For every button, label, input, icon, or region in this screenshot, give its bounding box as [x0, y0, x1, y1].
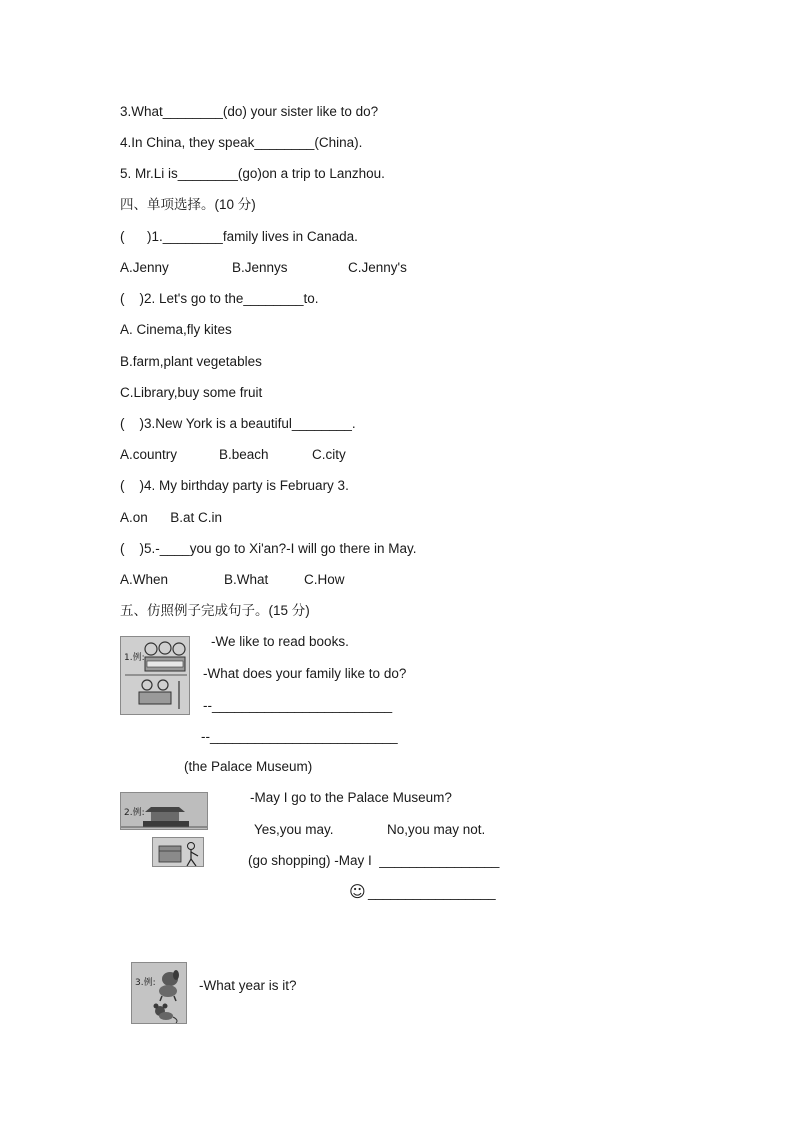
example-1-blank-1[interactable]: --________________________	[203, 698, 393, 713]
choice-2-option-a: A. Cinema,fly kites	[120, 322, 232, 337]
palace-museum-drawing	[121, 793, 208, 830]
example-2-no-answer: No,you may not.	[387, 822, 486, 837]
choice-2-option-b: B.farm,plant vegetables	[120, 354, 262, 369]
example-2-prompt[interactable]: (go shopping) -May I ________________	[248, 853, 500, 868]
section-5-heading: 五、仿照例子完成句子。(15 分)	[120, 603, 310, 618]
choice-5-option-c: C.How	[304, 572, 345, 587]
example-3-question: -What year is it?	[199, 978, 297, 993]
choice-question-4: ( )4. My birthday party is February 3.	[120, 478, 349, 493]
palace-museum-picture	[120, 792, 208, 830]
shopping-picture	[152, 837, 204, 867]
question-5-fill: 5. Mr.Li is________(go)on a trip to Lanzhou.	[120, 166, 385, 181]
example-3-caption: 3.例:	[135, 978, 156, 988]
question-4-fill: 4.In China, they speak________(China).	[120, 135, 363, 150]
example-2-smiley-blank[interactable]: _________________	[368, 885, 496, 900]
choice-question-1: ( )1.________family lives in Canada.	[120, 229, 358, 244]
question-3-fill: 3.What________(do) your sister like to do?	[120, 104, 379, 119]
choice-3-option-b: B.beach	[219, 447, 269, 462]
choice-5-option-a: A.When	[120, 572, 169, 587]
choice-3-option-c: C.city	[312, 447, 346, 462]
smiley-face-icon: ☺	[349, 882, 366, 901]
choice-question-3: ( )3.New York is a beautiful________.	[120, 416, 356, 431]
choice-1-option-a: A.Jenny	[120, 260, 169, 275]
choice-question-2: ( )2. Let's go to the________to.	[120, 291, 319, 306]
dog-mouse-drawing	[132, 963, 187, 1024]
choice-2-option-c: C.Library,buy some fruit	[120, 385, 263, 400]
example-1-blank-2[interactable]: --_________________________	[201, 729, 398, 744]
palace-museum-hint: (the Palace Museum)	[184, 759, 313, 774]
family-reading-picture	[120, 636, 190, 715]
example-1-question: -What does your family like to do?	[203, 666, 407, 681]
dog-mouse-picture	[131, 962, 187, 1024]
example-1-caption: 1.例:	[124, 653, 145, 663]
choice-1-option-c: C.Jenny's	[348, 260, 407, 275]
choice-question-5: ( )5.-____you go to Xi'an?-I will go there in May.	[120, 541, 417, 556]
example-1-answer: -We like to read books.	[211, 634, 349, 649]
family-reading-drawing	[121, 637, 190, 715]
choice-4-options: A.on B.at C.in	[120, 510, 223, 525]
section-4-heading: 四、单项选择。(10 分)	[120, 197, 256, 212]
example-2-yes-answer: Yes,you may.	[254, 822, 334, 837]
choice-5-option-b: B.What	[224, 572, 269, 587]
choice-3-option-a: A.country	[120, 447, 178, 462]
shopping-drawing	[153, 838, 204, 867]
example-2-caption: 2.例:	[124, 808, 145, 818]
choice-1-option-b: B.Jennys	[232, 260, 288, 275]
example-2-question: -May I go to the Palace Museum?	[250, 790, 452, 805]
